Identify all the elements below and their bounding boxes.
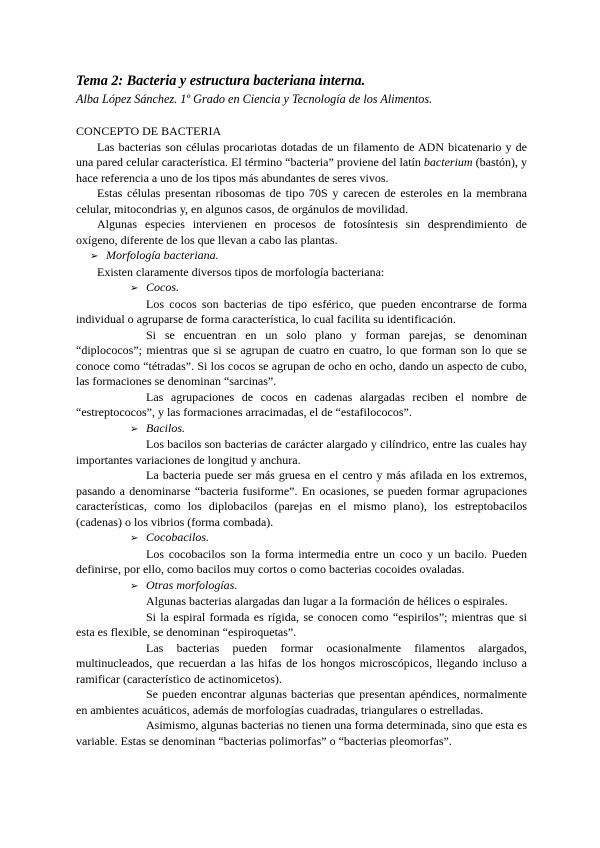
cocobacilos-bullet (130, 530, 527, 547)
otras-paragraph: Asimismo, algunas bacterias no tienen una forma determinada, sino que esta es variable. Estas se denominan “bacterias polimorfas” o “bacterias pleomorfas”. (76, 718, 527, 748)
document-body (76, 124, 527, 749)
concept-paragraph-3: Algunas especies intervienen en procesos de fotosíntesis sin desprendimiento de oxígeno, diferente de los que llevan a cabo las plantas. (76, 217, 527, 247)
otras-paragraph: Se pueden encontrar algunas bacterias que presentan apéndices, normalmente en ambientes acuáticos, además de morfologías cuadradas, triangulares o estrelladas. (76, 687, 527, 717)
cocos-paragraph: Si se encuentran en un solo plano y forman parejas, se denominan “diplococos”; mientras que si se agrupan de cuatro en cuatro, lo que forman son lo que se conoce como “tétradas”. Si los cocos se agrupan de ocho en ocho, dando un aspecto de cubo, las formaciones se denominan “sarcinas”. (76, 327, 527, 388)
morfologia-bullet (90, 248, 527, 265)
cocos-paragraph: Las agrupaciones de cocos en cadenas alargadas reciben el nombre de “estreptococos”, y las formaciones arracimadas, el de “estafilococos”. (76, 389, 527, 419)
morfologia-intro: Existen claramente diversos tipos de morfología bacteriana: (97, 264, 385, 279)
document-title: Tema 2: Bacteria y estructura bacteriana interna. (76, 73, 366, 89)
bacilos-bullet (130, 421, 527, 438)
otras-paragraph: Algunas bacterias alargadas dan lugar a la formación de hélices o espirales. (146, 594, 508, 608)
cocos-bullet (130, 280, 527, 297)
arrow-bullet-icon: ➢ (130, 283, 139, 294)
bacilos-paragraph: La bacteria puede ser más gruesa en el centro y más afilada en los extremos, pasando a denominarse “bacteria fusiforme”. En ocasiones, se pueden formar agrupaciones características, como los diplobacilos (parejas en el mismo plano), los estreptobacilos (cadenas) o los vibrios (forma combada). (76, 468, 527, 529)
latin-term: bacterium (423, 155, 473, 169)
morfologia-label: Morfología bacteriana. (106, 248, 219, 262)
otras-paragraph: Las bacterias pueden formar ocasionalmente filamentos alargados, multinucleados, que recuerdan a las hifas de los hongos microscópicos, llegando incluso a ramificar (característico de actinomicetos). (76, 640, 527, 686)
arrow-bullet-icon: ➢ (130, 533, 139, 544)
cocos-label: Cocos. (146, 280, 179, 294)
arrow-bullet-icon: ➢ (130, 580, 139, 592)
arrow-bullet-icon: ➢ (90, 251, 99, 262)
concept-paragraph-1: Las bacterias son células procariotas dotadas de un filamento de ADN bicatenario y de una pared celular característica. El término “bacteria” proviene del latín bacterium (bastón), y hace referencia a uno de los tipos más abundantes de seres vivos. (76, 139, 527, 185)
cocobacilos-label: Cocobacilos. (146, 530, 209, 544)
bacilos-label: Bacilos. (146, 420, 185, 435)
arrow-bullet-icon: ➢ (130, 423, 139, 435)
otras-paragraph: Si la espiral formada es rígida, se conocen como “espirilos”; mientras que si esta es flexible, se denominan “espiroquetas”. (76, 609, 527, 639)
document-subtitle: Alba López Sánchez. 1º Grado en Ciencia y Tecnología de los Alimentos. (76, 92, 433, 106)
cocos-paragraph: Los cocos son bacterias de tipo esférico, que pueden encontrarse de forma individual o agruparse de forma característica, lo cual facilita su identificación. (76, 296, 527, 326)
concept-paragraph-2: Estas células presentan ribosomas de tipo 70S y carecen de esteroles en la membrana celular, mitocondrias y, en algunos casos, de orgánulos de movilidad. (76, 186, 527, 216)
cocobacilos-paragraph: Los cocobacilos son la forma intermedia entre un coco y un bacilo. Pueden definirse, por ello, como bacilos muy cortos o como bacterias cocoides ovaladas. (76, 546, 527, 576)
section-heading: CONCEPTO DE BACTERIA (76, 124, 222, 138)
bacilos-paragraph: Los bacilos son bacterias de carácter alargado y cilíndrico, entre las cuales hay importantes variaciones de longitud y anchura. (76, 437, 527, 467)
otras-bullet (130, 578, 527, 595)
otras-label: Otras morfologías. (146, 577, 238, 592)
